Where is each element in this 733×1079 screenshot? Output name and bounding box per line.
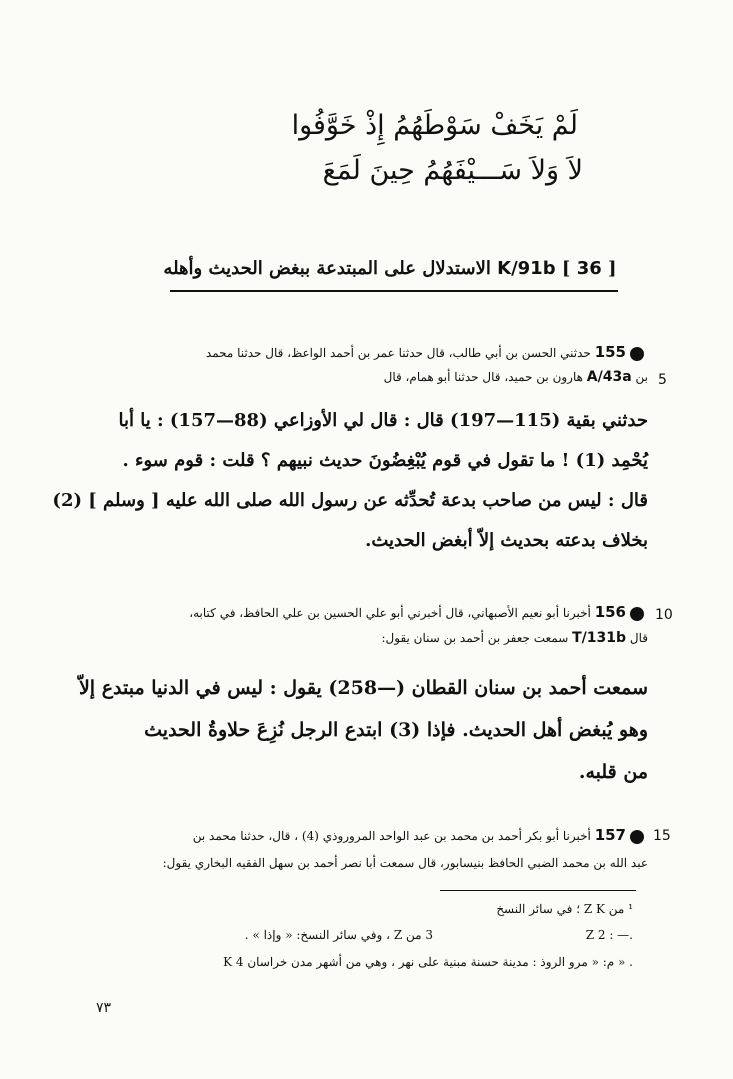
- heading-underline: [170, 290, 618, 292]
- entry-156-isnad-line-2: [381, 630, 648, 646]
- entry-155-isnad-line-1: [206, 343, 648, 361]
- verse-line-1: لَمْ يَخَفْ سَوْطَهُمُ إِذْ خَوَّفُوا: [291, 110, 578, 141]
- footnote-2: Z 2 : —.: [585, 928, 633, 942]
- entry-bullet-icon: [630, 830, 644, 844]
- line-number-5: 5: [658, 372, 667, 388]
- entry-number: 157: [594, 826, 626, 844]
- entry-156-matn-2: وهو يُبغض أهل الحديث. فإذا (3) ابتدع الرجل نُزِعَ حلاوةُ الحديث: [144, 719, 648, 741]
- isnad-text: هارون بن حميد، قال حدثنا أبو همام، قال: [383, 370, 583, 384]
- line-number-10: 10: [655, 607, 673, 623]
- entry-155-matn-4: بخلاف بدعته بحديث إلاّ أبغض الحديث.: [365, 530, 648, 551]
- heading-ms-ref: K/91b: [497, 258, 556, 279]
- footnote-3: 3 من Z ، وفي سائر النسخ: « وإذا » .: [244, 928, 433, 942]
- entry-155-matn-2: يُحْمِد (1) ! ما تقول في قوم يُبْغِضُونَ حديث نبيهم ؟ قلت : قوم سوء .: [122, 450, 648, 471]
- isnad-text: سمعت جعفر بن أحمد بن سنان يقول:: [381, 631, 569, 645]
- entry-155-matn-1: حدثني بقية (115—197) قال : قال لي الأوزاعي (88—157) : يا أبا: [118, 410, 648, 431]
- page-number: ٧٣: [96, 1000, 112, 1016]
- entry-bullet-icon: [630, 607, 644, 621]
- entry-155-isnad-line-2: [384, 369, 648, 385]
- verse-line-2: لاَ وَلاَ سَـــيْفَهُمُ حِينَ لَمَعَ: [322, 155, 583, 186]
- entry-156-isnad-line-1: [189, 603, 648, 621]
- isnad-text: حدثني الحسن بن أبي طالب، قال حدثنا عمر بن أحمد الواعظ، قال حدثنا محمد: [205, 346, 591, 360]
- line-number-15: 15: [653, 828, 671, 844]
- footnote-4: K 4 م: « مرو الروذ : مدينة حسنة مبنية على نهر ، وهي من أشهر مدن خراسان » .: [223, 955, 633, 969]
- section-heading: [160, 258, 620, 279]
- isnad-text: أخبرنا أبو بكر أحمد بن محمد بن عبد الواحد المروروذي (4) ، قال، حدثنا محمد بن: [192, 829, 591, 843]
- isnad-text: بن: [635, 370, 648, 384]
- entry-155-matn-3: قال : ليس من صاحب بدعة تُحدِّثه عن رسول الله صلى الله عليه [ وسلم ] (2): [52, 490, 648, 511]
- heading-bracket-open: [: [561, 258, 571, 279]
- entry-157-isnad-line-1: [193, 826, 648, 844]
- entry-number: 156: [594, 603, 626, 621]
- heading-bracket-close: ]: [608, 258, 617, 279]
- entry-157-isnad-line-2: عبد الله بن محمد الضبي الحافظ بنيسابور، قال سمعت أبا نصر أحمد بن سهل الفقيه البخاري يقول:: [162, 856, 648, 870]
- ms-ref: T/131b: [572, 630, 627, 646]
- isnad-text: قال: [629, 631, 648, 645]
- heading-number: 36: [576, 258, 602, 279]
- entry-number: 155: [594, 343, 626, 361]
- footnote-separator: [440, 890, 636, 891]
- isnad-text: أخبرنا أبو نعيم الأصبهاني، قال أخبرني أبو علي الحسين بن علي الحافظ، في كتابه،: [189, 606, 591, 620]
- heading-title: الاستدلال على المبتدعة ببغض الحديث وأهله: [163, 258, 491, 279]
- footnote-1: ¹ من Z K ؛ في سائر النسخ: [496, 902, 633, 916]
- entry-bullet-icon: [630, 347, 644, 361]
- entry-156-matn-3: من قلبه.: [578, 761, 648, 783]
- entry-156-matn-1: سمعت أحمد بن سنان القطان (—258) يقول : ليس في الدنيا مبتدع إلاّ: [78, 677, 648, 699]
- ms-ref: A/43a: [586, 369, 632, 385]
